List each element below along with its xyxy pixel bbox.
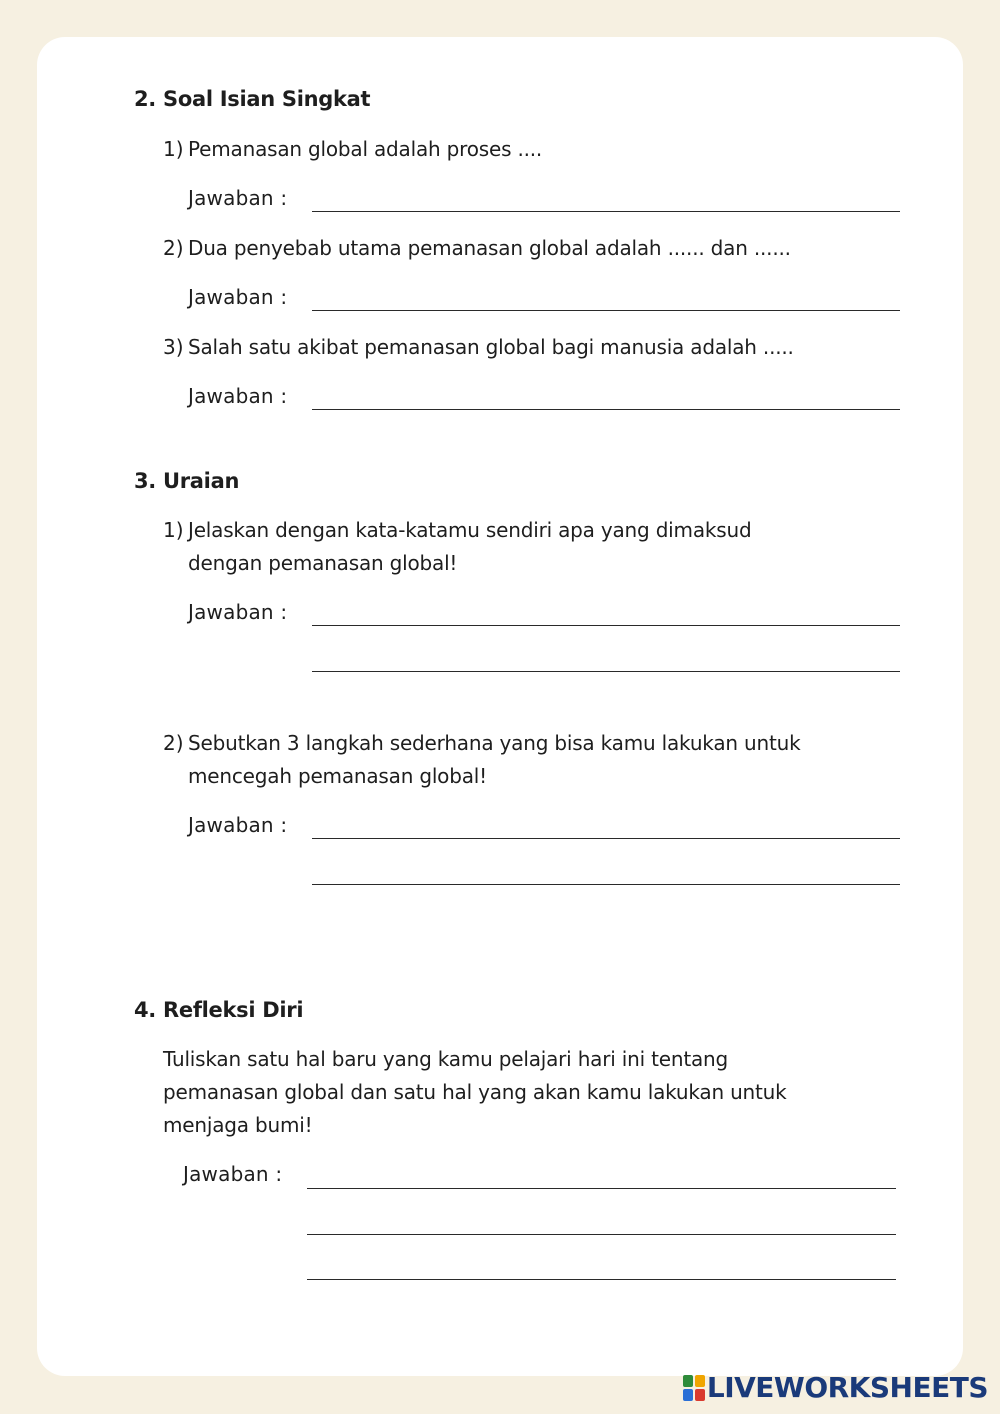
answer-input-line[interactable] [312,625,900,626]
liveworksheets-logo [683,1371,988,1404]
reflection-text-line1: Tuliskan satu hal baru yang kamu pelajari hari ini tentang [163,1047,729,1071]
reflection-text-line2: pemanasan global dan satu hal yang akan kamu lakukan untuk [163,1080,787,1104]
section-3-heading: 3. Uraian [134,469,240,493]
brand-name: LIVEWORKSHEETS [706,1371,988,1404]
answer-label: Jawaban : [188,384,288,408]
section-4-heading: 4. Refleksi Diri [134,998,304,1022]
logo-square-i [695,1375,705,1387]
question-text-line2: dengan pemanasan global! [188,551,458,575]
section-2-heading: 2. Soal Isian Singkat [134,87,371,111]
answer-label: Jawaban : [183,1162,283,1186]
answer-input-line[interactable] [312,838,900,839]
question-number: 1) [163,518,184,542]
question-text: Dua penyebab utama pemanasan global adalah ...... dan ...... [188,236,791,260]
question-text: Salah satu akibat pemanasan global bagi manusia adalah ..... [188,335,794,359]
answer-input-line[interactable] [312,310,900,311]
answer-input-line[interactable] [307,1234,896,1235]
question-number: 2) [163,731,184,755]
answer-label: Jawaban : [188,600,288,624]
answer-label: Jawaban : [188,813,288,837]
logo-square-l [683,1375,693,1387]
question-number: 1) [163,137,184,161]
answer-label: Jawaban : [188,285,288,309]
answer-input-line[interactable] [312,884,900,885]
logo-square-v [683,1389,693,1401]
logo-grid-icon [683,1375,705,1401]
answer-input-line[interactable] [312,409,900,410]
answer-input-line[interactable] [312,671,900,672]
question-text: Pemanasan global adalah proses .... [188,137,543,161]
answer-label: Jawaban : [188,186,288,210]
question-text-line1: Sebutkan 3 langkah sederhana yang bisa kamu lakukan untuk [188,731,801,755]
reflection-text-line3: menjaga bumi! [163,1113,313,1137]
answer-input-line[interactable] [307,1188,896,1189]
question-text-line2: mencegah pemanasan global! [188,764,487,788]
logo-square-e [695,1389,705,1401]
question-text-line1: Jelaskan dengan kata-katamu sendiri apa yang dimaksud [188,518,752,542]
question-number: 3) [163,335,184,359]
question-number: 2) [163,236,184,260]
answer-input-line[interactable] [312,211,900,212]
answer-input-line[interactable] [307,1279,896,1280]
